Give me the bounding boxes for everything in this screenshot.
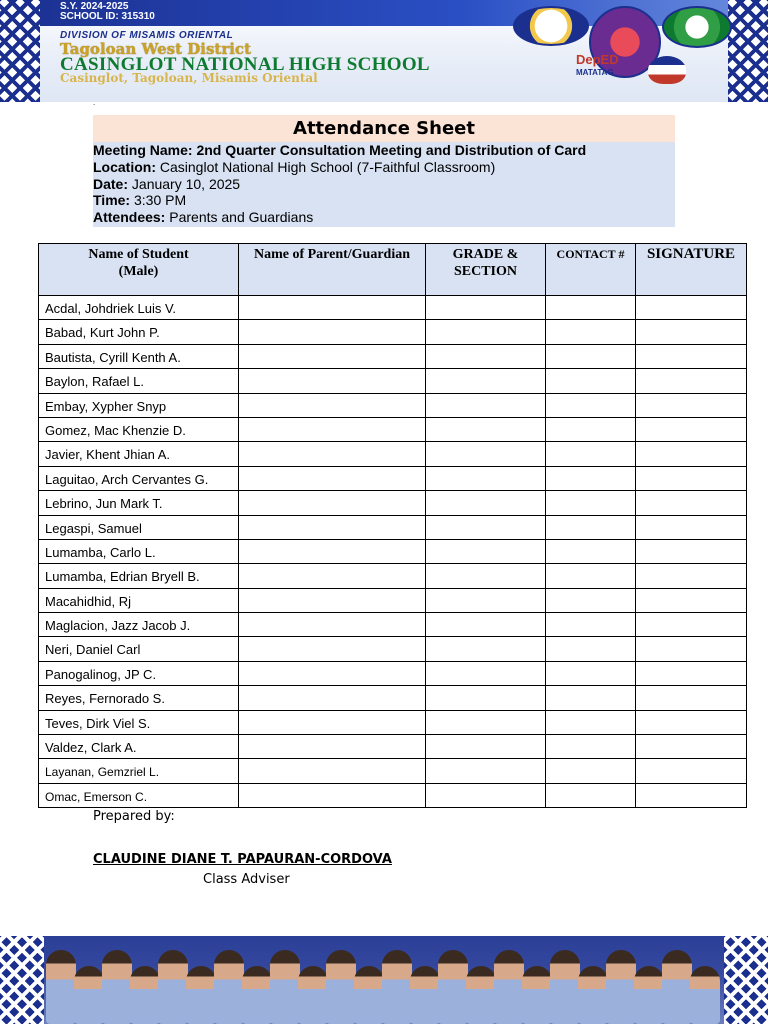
signature-cell[interactable] [636,564,747,588]
column-header-contact: CONTACT # [546,244,636,296]
student-name-cell: Embay, Xypher Snyp [39,393,239,417]
parent-cell[interactable] [239,735,426,759]
grade-section-cell[interactable] [426,686,546,710]
photo-person [494,950,524,1024]
parent-cell[interactable] [239,296,426,320]
photo-person [438,950,468,1024]
photo-person [46,950,76,1024]
table-row [39,710,747,734]
student-name-cell: Lebrino, Jun Mark T. [39,491,239,515]
table-row [39,515,747,539]
student-name-cell: Neri, Daniel Carl [39,637,239,661]
school-name: CASINGLOT NATIONAL HIGH SCHOOL [60,54,430,75]
photo-person [690,966,720,1024]
grade-section-cell[interactable] [426,588,546,612]
table-row [39,393,747,417]
student-name-cell: Maglacion, Jazz Jacob J. [39,613,239,637]
parent-cell[interactable] [239,320,426,344]
matatag-logo: MATATAG [576,68,614,77]
contact-cell[interactable] [546,491,636,515]
student-name-cell: Reyes, Fernorado S. [39,686,239,710]
adviser-name: CLAUDINE DIANE T. PAPAURAN-CORDOVA [93,852,392,867]
grade-section-cell[interactable] [426,759,546,783]
grade-section-cell[interactable] [426,417,546,441]
parent-cell[interactable] [239,710,426,734]
student-name-cell: Javier, Khent Jhian A. [39,442,239,466]
student-name-cell: Omac, Emerson C. [39,783,239,807]
grade-section-cell[interactable] [426,637,546,661]
student-name-cell: Panogalinog, JP C. [39,661,239,685]
meeting-name-value: : 2nd Quarter Consultation Meeting and Distribution of Card [187,142,587,158]
column-header-signature: SIGNATURE [636,244,747,296]
contact-cell[interactable] [546,539,636,563]
student-header-line1: Name of Student [88,247,189,262]
contact-cell[interactable] [546,344,636,368]
footer-pattern-right [724,936,768,1024]
prepared-by-label: Prepared by: [93,809,175,824]
photo-person [74,966,104,1024]
photo-person [214,950,244,1024]
photo-person [130,966,160,1024]
student-name-cell: Macahidhid, Rj [39,588,239,612]
signature-cell[interactable] [636,686,747,710]
parent-cell[interactable] [239,417,426,441]
signature-cell[interactable] [636,710,747,734]
parent-cell[interactable] [239,515,426,539]
grade-section-cell[interactable] [426,296,546,320]
student-name-cell: Bautista, Cyrill Kenth A. [39,344,239,368]
parent-cell[interactable] [239,344,426,368]
school-id: SCHOOL ID: 315310 [60,11,155,22]
signature-cell[interactable] [636,369,747,393]
student-header-line2: (Male) [118,264,159,279]
signature-cell[interactable] [636,344,747,368]
student-name-cell: Lumamba, Edrian Bryell B. [39,564,239,588]
date-value: January 10, 2025 [128,175,241,192]
grade-section-cell[interactable] [426,783,546,807]
student-name-cell: Acdal, Johdriek Luis V. [39,296,239,320]
table-row [39,783,747,807]
grade-section-cell[interactable] [426,564,546,588]
grade-section-cell[interactable] [426,466,546,490]
contact-cell[interactable] [546,564,636,588]
contact-cell[interactable] [546,369,636,393]
table-row [39,564,747,588]
time-label: Time: [93,192,131,209]
table-row [39,588,747,612]
grade-section-cell[interactable] [426,710,546,734]
table-row [39,735,747,759]
student-name-cell: Legaspi, Samuel [39,515,239,539]
table-row [39,491,747,515]
contact-cell[interactable] [546,417,636,441]
parent-cell[interactable] [239,466,426,490]
grade-section-cell[interactable] [426,613,546,637]
parent-cell[interactable] [239,442,426,466]
photo-person [354,966,384,1024]
grade-section-cell[interactable] [426,344,546,368]
contact-cell[interactable] [546,466,636,490]
footer-group-photo [0,936,768,1024]
grade-header-line2: SECTION [453,264,518,279]
attendance-table [38,243,747,808]
grade-section-cell[interactable] [426,539,546,563]
photo-person [158,950,188,1024]
signature-cell[interactable] [636,466,747,490]
photo-person [550,950,580,1024]
grade-section-cell[interactable] [426,393,546,417]
table-row [39,296,747,320]
table-row [39,369,747,393]
signature-cell[interactable] [636,735,747,759]
banner-pattern-left [0,0,40,102]
school-year: S.Y. 2024-2025 [60,1,129,12]
contact-cell[interactable] [546,783,636,807]
division-seal-icon [513,6,589,46]
table-row [39,686,747,710]
parent-cell[interactable] [239,369,426,393]
student-name-cell: Baylon, Rafael L. [39,369,239,393]
grade-section-cell[interactable] [426,735,546,759]
signature-cell[interactable] [636,759,747,783]
attendees-value: Parents and Guardians [165,209,314,226]
banner-pattern-right [728,0,768,102]
date-label: Date: [93,175,129,192]
table-row [39,466,747,490]
student-name-cell: Gomez, Mac Khenzie D. [39,417,239,441]
contact-cell[interactable] [546,637,636,661]
table-row [39,759,747,783]
grade-header-line1: GRADE & [452,247,519,262]
table-row [39,417,747,441]
time-value: 3:30 PM [130,192,187,209]
deped-logo: DepED [576,52,619,67]
table-row [39,661,747,685]
grade-section-cell[interactable] [426,320,546,344]
footer-pattern-left [0,936,44,1024]
location-line [93,159,675,176]
grade-section-cell[interactable] [426,661,546,685]
parent-cell[interactable] [239,588,426,612]
signature-cell[interactable] [636,442,747,466]
contact-cell[interactable] [546,320,636,344]
student-name-cell: Lumamba, Carlo L. [39,539,239,563]
contact-cell[interactable] [546,661,636,685]
column-header-grade [426,244,546,296]
table-row [39,637,747,661]
photo-person [606,950,636,1024]
parent-cell[interactable] [239,661,426,685]
photo-person [242,966,272,1024]
student-name-cell: Layanan, Gemzriel L. [39,759,239,783]
page-title: Attendance Sheet [93,115,675,142]
signature-cell[interactable] [636,515,747,539]
meeting-name-label: Meeting Name [93,142,188,158]
table-row [39,539,747,563]
attendees-line [93,209,675,226]
grade-section-cell[interactable] [426,491,546,515]
signature-cell[interactable] [636,613,747,637]
location-value: Casinglot National High School (7-Faithful Classroom) [156,158,496,175]
photo-person [578,966,608,1024]
table-header-row [39,244,747,296]
signature-cell[interactable] [636,320,747,344]
meeting-info [93,115,675,227]
student-name-cell: Valdez, Clark A. [39,735,239,759]
parent-cell[interactable] [239,759,426,783]
table-row [39,320,747,344]
school-year-block [60,2,155,22]
signature-cell[interactable] [636,539,747,563]
signature-cell[interactable] [636,783,747,807]
parent-cell[interactable] [239,686,426,710]
signature-cell[interactable] [636,637,747,661]
photo-person [270,950,300,1024]
photo-person [382,950,412,1024]
stray-dot: . [93,98,96,107]
bagong-pilipinas-logo-icon [648,56,686,84]
parent-cell[interactable] [239,613,426,637]
contact-cell[interactable] [546,686,636,710]
photo-person [410,966,440,1024]
contact-cell[interactable] [546,759,636,783]
table-row [39,613,747,637]
school-address: Casinglot, Tagoloan, Misamis Oriental [60,71,318,85]
parent-cell[interactable] [239,393,426,417]
location-label: Location: [93,158,156,175]
photo-person [186,966,216,1024]
contact-cell[interactable] [546,515,636,539]
signature-cell[interactable] [636,393,747,417]
attendees-label: Attendees: [93,209,166,226]
contact-cell[interactable] [546,735,636,759]
school-seal-icon [662,6,732,48]
signature-cell[interactable] [636,661,747,685]
parent-cell[interactable] [239,491,426,515]
photo-person [298,966,328,1024]
column-header-student [39,244,239,296]
grade-section-cell[interactable] [426,442,546,466]
signature-cell[interactable] [636,491,747,515]
contact-cell[interactable] [546,296,636,320]
student-name-cell: Laguitao, Arch Cervantes G. [39,466,239,490]
parent-cell[interactable] [239,783,426,807]
contact-cell[interactable] [546,588,636,612]
district-label: Tagoloan West District [60,40,251,58]
parent-cell[interactable] [239,564,426,588]
student-name-cell: Babad, Kurt John P. [39,320,239,344]
table-body [39,296,747,808]
photo-person [662,950,692,1024]
signature-cell[interactable] [636,417,747,441]
student-name-cell: Teves, Dirk Viel S. [39,710,239,734]
signature-cell[interactable] [636,588,747,612]
time-line [93,192,675,209]
header-banner [0,0,768,102]
photo-person [522,966,552,1024]
contact-cell[interactable] [546,710,636,734]
parent-cell[interactable] [239,539,426,563]
meeting-details [93,142,675,227]
grade-section-cell[interactable] [426,369,546,393]
contact-cell[interactable] [546,613,636,637]
photo-person [466,966,496,1024]
adviser-role: Class Adviser [203,872,290,887]
contact-cell[interactable] [546,393,636,417]
date-line [93,176,675,193]
column-header-parent: Name of Parent/Guardian [239,244,426,296]
division-label: DIVISION OF MISAMIS ORIENTAL [60,30,234,41]
contact-cell[interactable] [546,442,636,466]
photo-person [634,966,664,1024]
photo-person [326,950,356,1024]
photo-person [102,950,132,1024]
table-row [39,442,747,466]
signature-cell[interactable] [636,296,747,320]
parent-cell[interactable] [239,637,426,661]
table-row [39,344,747,368]
grade-section-cell[interactable] [426,515,546,539]
meeting-name-line [93,142,675,159]
